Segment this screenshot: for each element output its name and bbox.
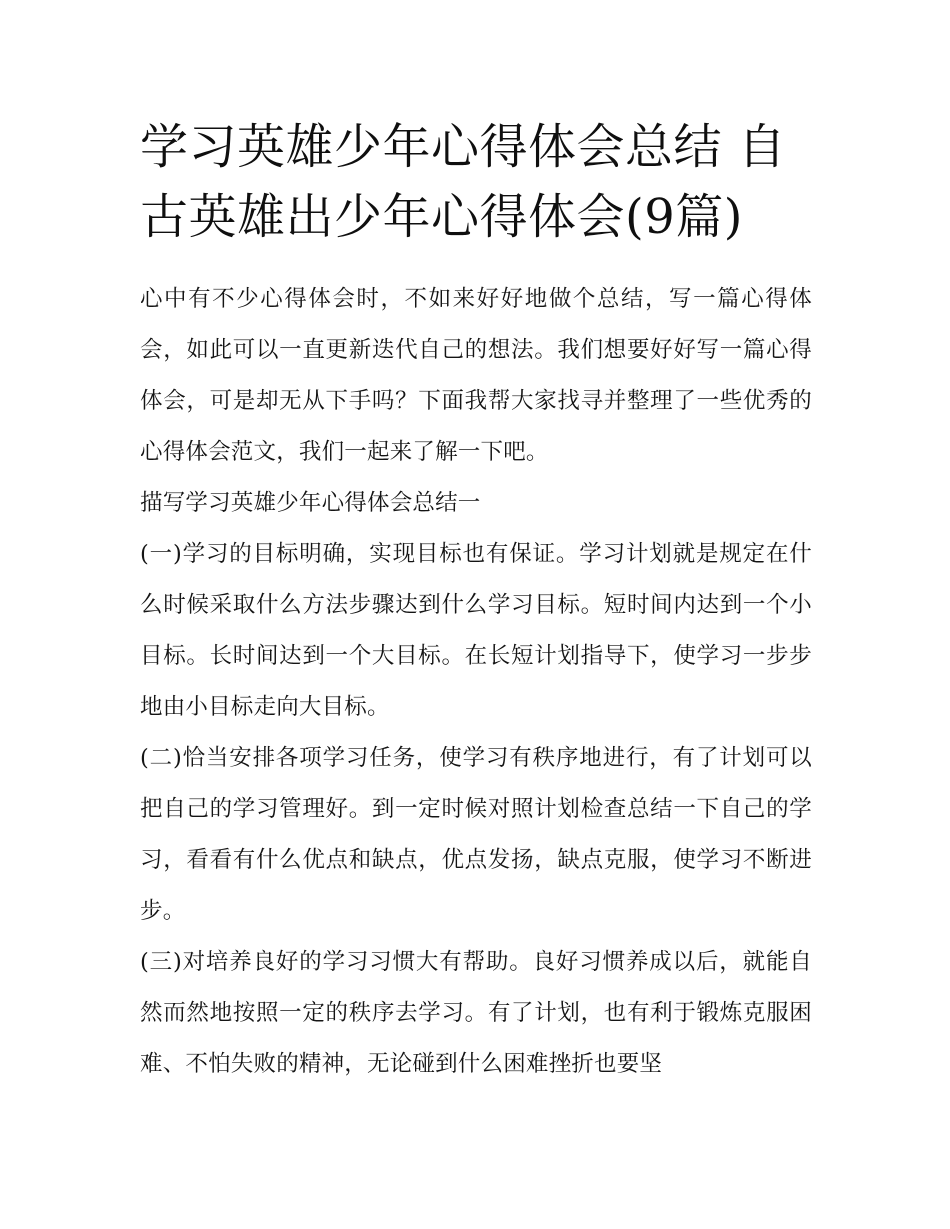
document-content [140,112,812,1090]
point-two-paragraph: (二)恰当安排各项学习任务，使学习有秩序地进行，有了计划可以把自己的学习管理好。到一定时候对照计划检查总结一下自己的学习，看看有什么优点和缺点，优点发扬，缺点克服，使学习不断进步。 [140,745,812,924]
section-heading: 描写学习英雄少年心得体会总结一 [140,490,481,516]
point-three-paragraph: (三)对培养良好的学习习惯大有帮助。良好习惯养成以后，就能自然而然地按照一定的秩序去学习。有了计划，也有利于锻炼克服困难、不怕失败的精神，无论碰到什么困难挫折也要坚 [140,949,812,1077]
point-one-paragraph: (一)学习的目标明确，实现目标也有保证。学习计划就是规定在什么时候采取什么方法步骤达到什么学习目标。短时间内达到一个小目标。长时间达到一个大目标。在长短计划指导下，使学习一步步地由小目标走向大目标。 [140,541,812,720]
document-title: 学习英雄少年心得体会总结 自古英雄出少年心得体会(9篇) [140,119,787,245]
intro-paragraph: 心中有不少心得体会时，不如来好好地做个总结，写一篇心得体会，如此可以一直更新迭代自己的想法。我们想要好好写一篇心得体会，可是却无从下手吗？下面我帮大家找寻并整理了一些优秀的心得体会范文，我们一起来了解一下吧。 [140,286,812,465]
